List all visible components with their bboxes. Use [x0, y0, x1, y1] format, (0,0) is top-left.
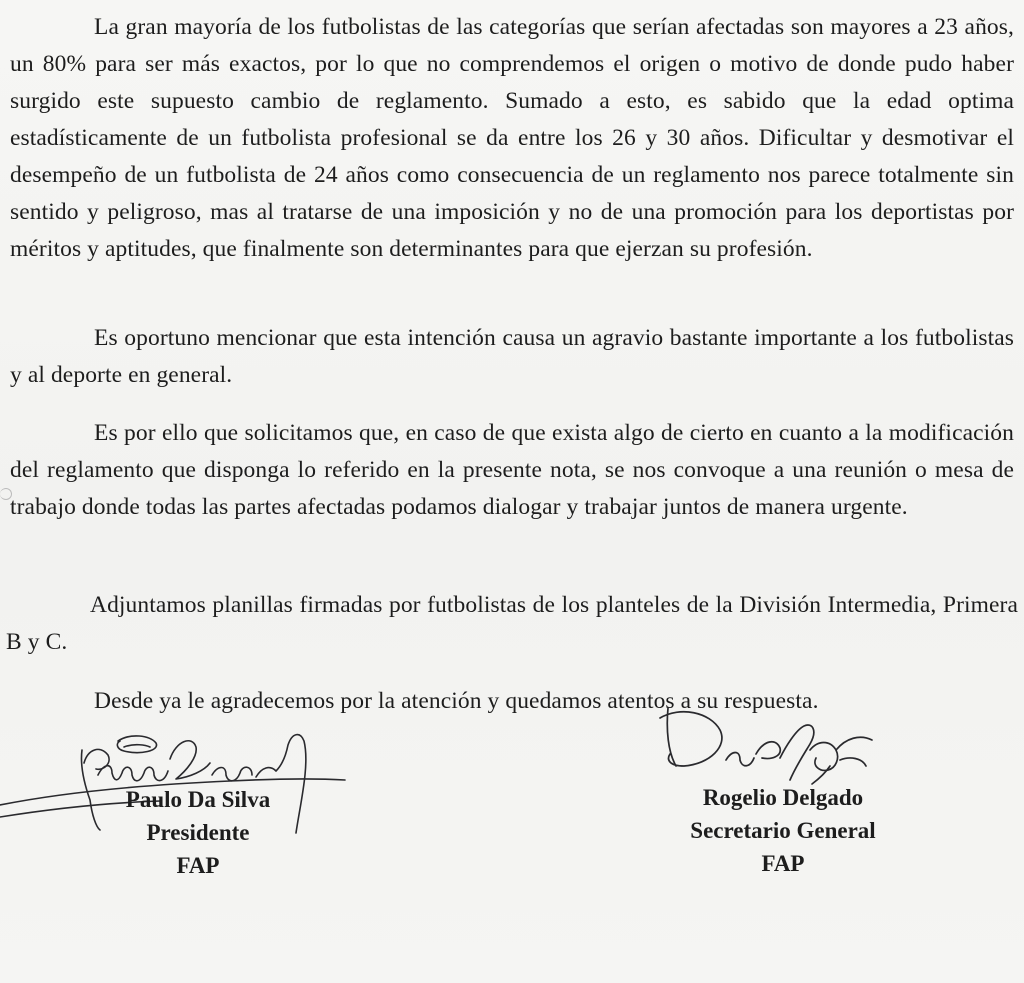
right-signer-org: FAP [761, 851, 805, 876]
right-signer-role: Secretario General [690, 818, 876, 843]
right-signer-name: Rogelio Delgado [702, 785, 864, 810]
paragraph-4: Adjuntamos planillas firmadas por futbolistas de los planteles de la División Intermedia, Primera B y C. [6, 592, 1018, 655]
left-signer-org: FAP [176, 853, 220, 878]
paragraph-3: Es por ello que solicitamos que, en caso de que exista algo de cierto en cuanto a la modificación del reglamento que disponga lo referido en la presente nota, se nos convoque a una reunión o mesa de trabajo donde todas las partes afectadas podamos dialogar y trabajar juntos de manera urgente. [10, 420, 1014, 520]
closing-line: Desde ya le agradecemos por la atención y quedamos atentos a su respuesta. [94, 688, 819, 714]
left-signature-block [98, 783, 298, 882]
left-signer-name: Paulo Da Silva [125, 787, 271, 812]
left-signer-role: Presidente [146, 820, 250, 845]
paragraph-1: La gran mayoría de los futbolistas de las categorías que serían afectadas son mayores a 23 años, un 80% para ser más exactos, por lo que no comprendemos el origen o motivo de donde pudo haber surgido este supuesto cambio de reglamento. Sumado a esto, es sabido que la edad optima estadísticamente de un futbolista profesional se da entre los 26 y 30 años. Dificultar y desmotivar el desempeño de un futbolista de 24 años como consecuencia de un reglamento nos parece totalmente sin sentido y peligroso, mas al tratarse de una imposición y no de una promoción para los deportistas por méritos y aptitudes, que finalmente son determinantes para que ejerzan su profesión. [10, 14, 1014, 262]
paragraph-2: Es oportuno mencionar que esta intención causa un agravio bastante importante a los futbolistas y al deporte en general. [10, 325, 1014, 388]
right-signature-block [658, 781, 908, 880]
